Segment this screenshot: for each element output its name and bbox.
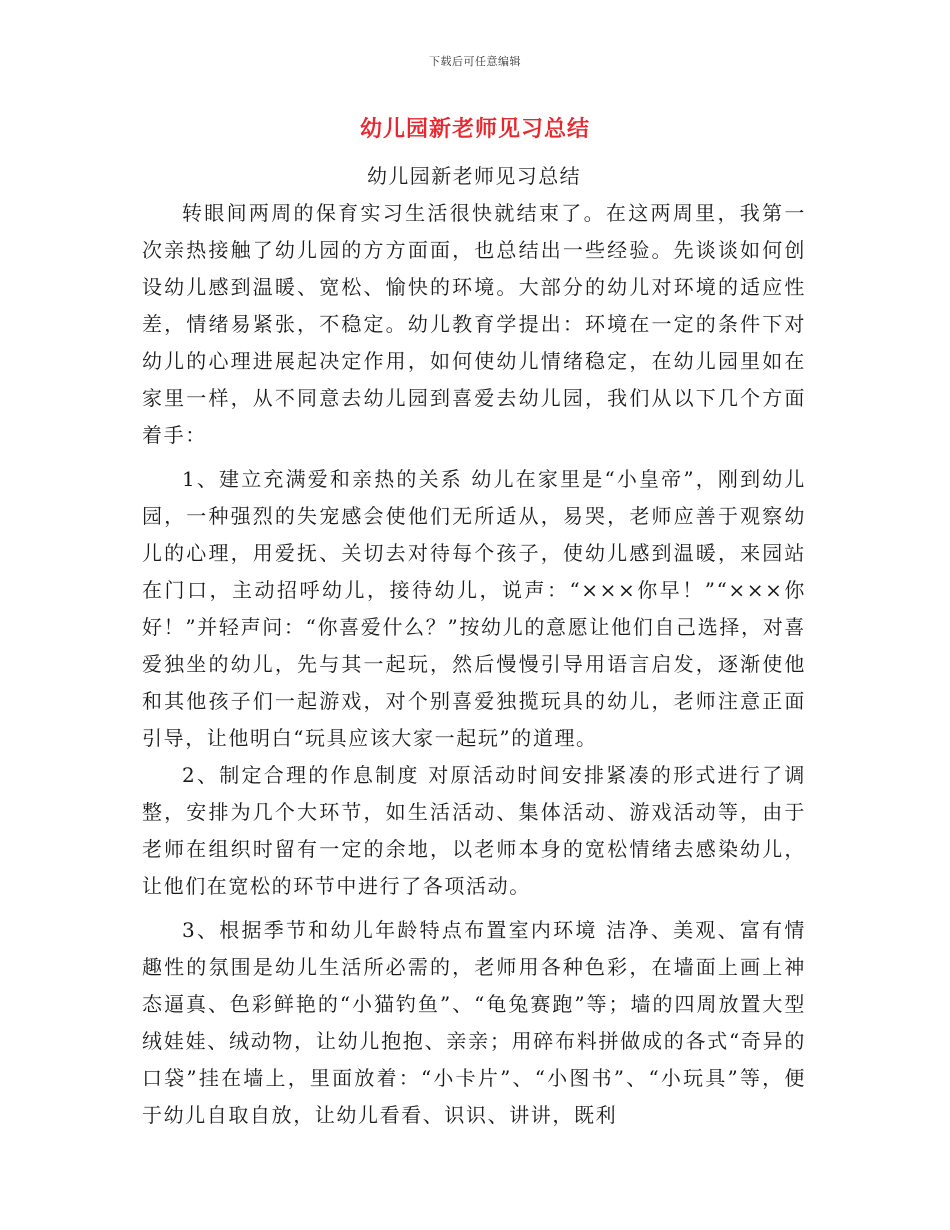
paragraph-intro: 转眼间两周的保育实习生活很快就结束了。在这两周里，我第一次亲热接触了幼儿园的方方面面，也总结出一些经验。先谈谈如何创设幼儿感到温暖、宽松、愉快的环境。大部分的幼儿对环境的适应性差，情绪易紧张，不稳定。幼儿教育学提出：环境在一定的条件下对幼儿的心理进展起决定作用，如何使幼儿情绪稳定，在幼儿园里如在家里一样，从不同意去幼儿园到喜爱去幼儿园，我们从以下几个方面着手： xyxy=(142,201,806,447)
paragraph-point-1: 1、建立充满爱和亲热的关系 幼儿在家里是“小皇帝”，刚到幼儿园，一种强烈的失宠感会使他们无所适从，易哭，老师应善于观察幼儿的心理，用爱抚、关切去对待每个孩子，使幼儿感到温暖，来园站在门口，主动招呼幼儿，接待幼儿，说声：“×××你早！”“×××你好！”并轻声问：“你喜爱什么？”按幼儿的意愿让他们自己选择，对喜爱独坐的幼儿，先与其一起玩，然后慢慢引导用语言启发，逐渐使他和其他孩子们一起游戏，对个别喜爱独揽玩具的幼儿，老师注意正面引导，让他明白“玩具应该大家一起玩”的道理。 xyxy=(142,467,806,750)
document-subtitle: 幼儿园新老师见习总结 xyxy=(367,164,581,188)
document-title: 幼儿园新老师见习总结 xyxy=(359,116,590,142)
paragraph-point-2: 2、制定合理的作息制度 对原活动时间安排紧凑的形式进行了调整，安排为几个大环节，如生活活动、集体活动、游戏活动等，由于老师在组织时留有一定的余地，以老师本身的宽松情绪去感染幼儿，让他们在宽松的环节中进行了各项活动。 xyxy=(142,763,806,898)
header-note: 下载后可任意编辑 xyxy=(429,55,521,68)
document-body xyxy=(142,158,806,1134)
paragraph-point-3: 3、根据季节和幼儿年龄特点布置室内环境 洁净、美观、富有情趣性的氛围是幼儿生活所必需的，老师用各种色彩，在墙面上画上神态逼真、色彩鲜艳的“小猫钓鱼”、“龟兔赛跑”等；墙的四周放置大型绒娃娃、绒动物，让幼儿抱抱、亲亲；用碎布料拼做成的各式“奇异的口袋”挂在墙上，里面放着：“小卡片”、“小图书”、“小玩具”等，便于幼儿自取自放，让幼儿看看、识识、讲讲，既利 xyxy=(142,918,806,1127)
